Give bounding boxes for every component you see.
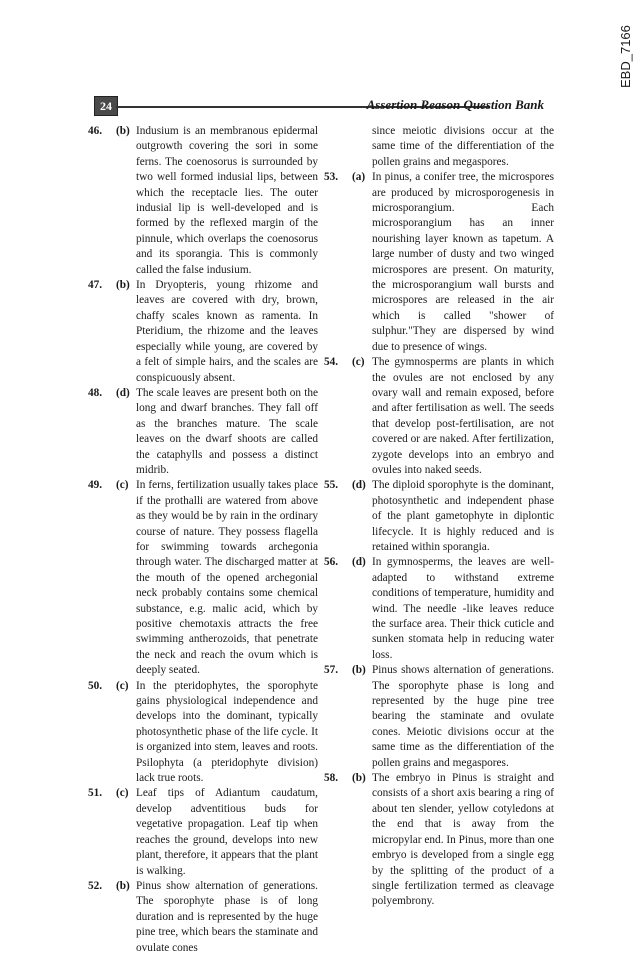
explanation-text: Pinus shows alternation of generations. The sporophyte phase is long and represented by the huge pine tree bearing the staminate and ovulate cones. Meiotic divisions occur at the same time as the differentiation of the pollen grains and megaspores. xyxy=(372,664,554,769)
answer-item xyxy=(88,679,318,787)
answer-option: (b) xyxy=(116,879,130,892)
explanation-text: In gymnosperms, the leaves are well-adapted to withstand extreme conditions of temperature, humidity and wind. The needle -like leaves reduce the surface area. Their thick cuticle and sunken stomata help in reducing water loss. xyxy=(372,556,554,661)
page-header xyxy=(94,96,544,116)
question-number: 49. xyxy=(88,479,103,492)
answer-item xyxy=(88,278,318,386)
question-number: 48. xyxy=(88,386,103,399)
answer-option: (c) xyxy=(116,787,129,800)
question-number: 51. xyxy=(88,787,103,800)
answer-option: (b) xyxy=(352,772,366,785)
question-number: 46. xyxy=(88,125,103,137)
explanation-text: The scale leaves are present both on the long and dwarf branches. They fall off as the branches mature. The scale leaves on the dwarf shoots are called the cataphylls and possess a distinct midrib. xyxy=(136,386,318,476)
explanation-text: The embryo in Pinus is straight and consists of a short axis bearing a ring of about ten slender, yellow cotyledons at the end that is away from the micropylar end. In Pinus, more than one embryo is developed from a single egg by the splitting of the product of a single fertilization termed as cleavage polyembrony. xyxy=(372,772,554,908)
question-number: 55. xyxy=(324,479,339,492)
page-number: 24 xyxy=(94,96,118,116)
explanation-text: In the pteridophytes, the sporophyte gains physiological independence and develops into the dominant, typically photosynthetic phase of the life cycle. It is organized into stem, leaves and roots. Psilophyta (a pteridophyte division) lack true roots. xyxy=(136,679,318,785)
answer-option: (c) xyxy=(116,479,129,492)
answer-option: (d) xyxy=(116,386,130,399)
answer-option: (b) xyxy=(352,664,366,677)
question-number: 53. xyxy=(324,171,339,184)
question-number: 50. xyxy=(88,679,103,692)
explanation-text: Pinus show alternation of generations. The sporophyte phase is of long duration and is represented by the huge pine tree, which bears the staminate and ovulate cones xyxy=(136,879,318,954)
answer-item xyxy=(324,771,554,910)
answer-option: (a) xyxy=(352,171,366,184)
answer-option: (b) xyxy=(116,125,130,137)
answer-item xyxy=(324,355,554,478)
question-number: 47. xyxy=(88,279,103,292)
answer-item xyxy=(88,386,318,478)
question-number: 58. xyxy=(324,772,339,785)
question-number: 54. xyxy=(324,356,339,369)
answer-item xyxy=(88,786,318,878)
explanation-text: In ferns, fertilization usually takes place if the prothalli are watered from above as they would be by rain in the ordinary course of nature. They possess flagella for swimming towards archegonia through water. The discharged matter at the mouth of the opened archegonial neck probably contains some chemical substance, e.g. malic acid, which by positive chemotaxis attracts the free swimming antherozoids, that penetrate the neck and reach the ovum which is deeply seated. xyxy=(136,479,318,677)
explanation-text: Indusium is an membranous epidermal outgrowth covering the sori in some ferns. The coenosorus is surrounded by two well formed indusial lips, between which the receptacle lies. The outer indusial lip is well-developed and is formed by the reflexed margin of the pinnule, which overlaps the coenosorus and its sporangia. This is commonly called the false indusium. xyxy=(136,125,318,276)
left-column xyxy=(88,124,318,956)
answer-option: (b) xyxy=(116,279,130,292)
answer-item xyxy=(324,478,554,555)
running-title: Assertion Reason Question Bank xyxy=(366,97,544,112)
answer-item xyxy=(88,879,318,956)
answer-option: (c) xyxy=(116,679,129,692)
explanation-text: The gymnosperms are plants in which the ovules are not enclosed by any ovary wall and remain exposed, before and after fertilisation as well. The seeds that develop post-fertilisation, are not covered or are naked. After fertilization, zygote develops into an embryo and ovules into naked seeds. xyxy=(372,356,554,476)
answer-option: (d) xyxy=(352,556,366,569)
answer-item xyxy=(88,124,318,278)
continued-text: since meiotic divisions occur at the same time of the differentiation of the pollen grains and megaspores. xyxy=(372,125,554,168)
question-number: 52. xyxy=(88,879,103,892)
answer-item xyxy=(88,478,318,678)
explanation-text: The diploid sporophyte is the dominant, photosynthetic and independent phase of the plant gametophyte in diplontic lifecycle. It is highly reduced and is retained within sporangia. xyxy=(372,479,554,553)
answer-item xyxy=(324,170,554,355)
answer-option: (d) xyxy=(352,479,366,492)
right-column xyxy=(324,124,554,910)
answer-item xyxy=(324,663,554,771)
question-number: 56. xyxy=(324,556,339,569)
explanation-text: Leaf tips of Adiantum caudatum, develop adventitious buds for vegetative propagation. Leaf tip when reaches the ground, develops into new plant, therefore, it appears that the plant is walking. xyxy=(136,787,318,877)
document-code xyxy=(596,8,636,98)
explanation-text: In pinus, a conifer tree, the microspores are produced by microsporogenesis in microsporangium. Each microsporangium has an inner nourishing layer known as tapetum. A large number of dusty and two winged microspores are present. On maturity, the microsporangium wall bursts and microspores are released in the air which is called "shower of sulphur."They are dispersed by wind due to presence of wings. xyxy=(372,171,554,353)
answer-option: (c) xyxy=(352,356,365,369)
document-code-text: EBD_7166 xyxy=(618,25,633,88)
explanation-text: In Dryopteris, young rhizome and leaves are covered with dry, brown, chaffy scales known as ramenta. In Pteridium, the rhizome and the leaves especially while young, are covered by a felt of simple hairs, and the scales are conspicuously absent. xyxy=(136,279,318,384)
answer-item xyxy=(324,555,554,663)
question-number: 57. xyxy=(324,664,339,677)
